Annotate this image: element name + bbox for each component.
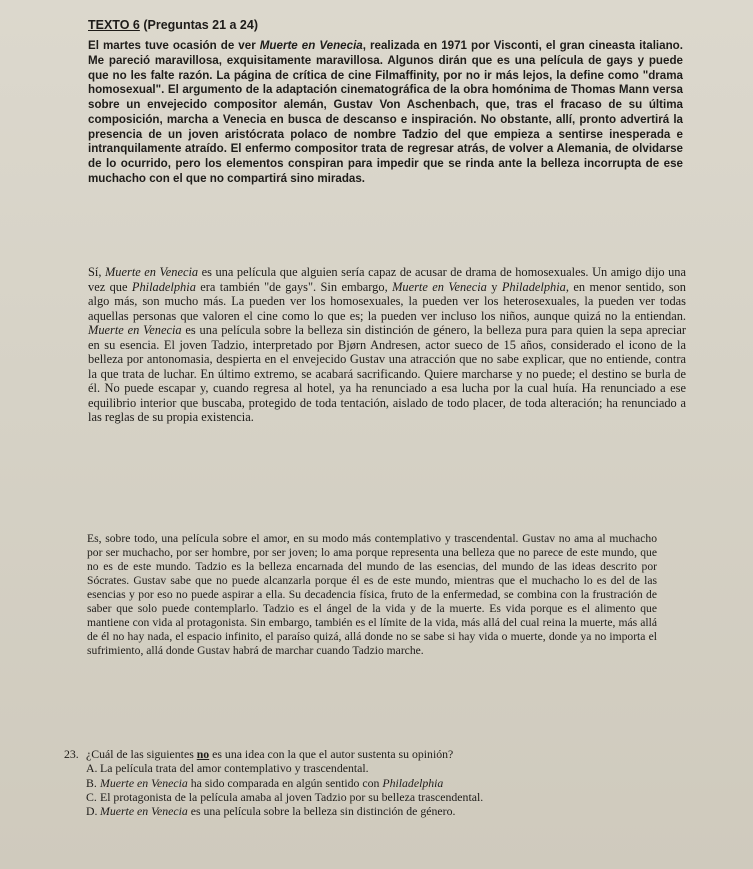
paragraph-2-text-f: es una película sobre la belleza sin distinción de género, la belleza pura para quien la sepa apreciar en su esencia. El joven Tadzio, interpretado por Bjørn Andresen, actor sueco de 15 años, considerado el icono de la belleza por antonomasia, despierta en el envejecido Gustav una atracción que no sabe explicar, que no entiende, contra la que trata de luchar. En último extremo, se acabará sacrificando. Quiere marcharse y no puede; el destino se burla de él. No puede escapar y, cuando regresa al hotel, ya ha renunciado a esa lucha por la cual huía. Ha renunciado a ese equilibrio interior que buscaba, protegido de toda tentación, aislado de todo placer, de toda alteración; ha renunciado a las reglas de su propia existencia. [88, 323, 686, 425]
film-title: Muerte en Venecia [104, 265, 199, 279]
text-label: TEXTO 6 [88, 18, 140, 32]
paragraph-2-text-b: es una película que alguien sería capaz de acusar de drama de homosexuales. Un amigo dijo una vez que [88, 265, 686, 294]
film-title: Muerte en Venecia [392, 279, 487, 294]
paragraph-1-text-b: , realizada en 1971 por Visconti, el gran cineasta italiano. Me pareció maravillosa, exquisitamente maravillosa. Algunos dirán que es una película de gays y puede que no les falte razón. La página de crítica de cine Filmaffinity, por no ir más lejos, la define como "drama homosexual". El argumento de la adaptación cinematográfica de la obra homónima de Thomas Mann versa sobre un envejecido compositor alemán, Gustav Von Aschenbach, que, tras el fracaso de su última composición, marcha a Venecia en busca de descanso e inspiración. No obstante, allí, pronto advertirá la presencia de un joven aristócrata polaco de nombre Tadzio del que empieza a sentirse inesperada e intranquilamente atraído. El enfermo compositor trata de regresar atrás, de volver a Alemania, de olvidarse de lo ocurrido, pero los elementos conspiran para impedir que se rinda ante la belleza incorrupta de ese muchacho con el que no compartirá sino miradas. [88, 39, 683, 185]
film-title: Philadelphia [382, 775, 444, 790]
option-d[interactable] [86, 804, 584, 818]
option-c[interactable] [86, 790, 584, 804]
question-number: 23. [64, 747, 79, 761]
film-title: Muerte en Venecia [100, 804, 188, 819]
answer-options [64, 761, 584, 818]
option-a[interactable] [86, 761, 584, 775]
paragraph-2-text-e: , en menor sentido, son algo más, son mucho más. La pueden ver los homosexuales, la pueden ver los heterosexuales, la pueden ver todas aquellas personas que valoren el cine como lo que es; la pueden ver incluso los niños, aunque quizá no la entiendan. [88, 279, 686, 323]
paragraph-3: Es, sobre todo, una película sobre el amor, en su modo más contemplativo y trascendental. Gustav no ama al muchacho por ser muchacho, por ser hombre, por ser joven; lo ama porque representa una belleza que no parece de este mundo, que no es de este mundo. Tadzio es la belleza encarnada del mundo de las esencias, del mundo de las ideas descrito por Sócrates. Gustav sabe que no puede alcanzarla porque él es de este mundo, mientras que el muchacho lo es del de las esencias y por eso no puede aspirar a ella. Su decadencia física, fruto de la enfermedad, se combina con la frustración de saber que solo puede contemplarlo. Tadzio es el ángel de la vida y de la muerte. Es vida porque es el alimento que mantiene con vida al protagonista. Sin embargo, también es el límite de la vida, más allá del cual reina la muerte, más allá de él no hay nada, el espacio infinito, el paraíso quizá, allá donde no se sabe si hay vida o muerte, donde ya no importa el sufrimiento, allá donde Gustav habrá de marchar cuando Tadzio marche. [87, 532, 657, 658]
section-title [88, 18, 258, 32]
option-text: es una película sobre la belleza sin distinción de género. [187, 804, 456, 819]
paragraph-2-text-a: Sí, [88, 265, 105, 279]
film-title: Muerte en Venecia [88, 323, 182, 338]
option-b[interactable] [86, 776, 584, 790]
question-stem-text-a: ¿Cuál de las siguientes [86, 747, 197, 761]
question-stem [64, 747, 584, 761]
film-title: Philadelphia [501, 279, 566, 294]
option-letter: D. [86, 804, 98, 819]
question-stem-text-b: es una idea con la que el autor sustenta su opinión? [209, 747, 454, 761]
film-title: Philadelphia [131, 279, 196, 294]
option-text: La película trata del amor contemplativo y trascendental. [100, 761, 369, 776]
paragraph-2-text-d: y [486, 279, 502, 294]
question-stem-negation: no [196, 747, 210, 761]
paragraph-1-text-a: El martes tuve ocasión de ver [88, 39, 260, 52]
question-range: (Preguntas 21 a 24) [143, 18, 258, 32]
paragraph-2-text-c: era también "de gays". Sin embargo, [195, 279, 393, 294]
film-title: Muerte en Venecia [100, 775, 188, 790]
option-text: ha sido comparada en algún sentido con [187, 775, 383, 790]
paragraph-2 [88, 265, 686, 425]
option-text: El protagonista de la película amaba al joven Tadzio por su belleza trascendental. [100, 789, 484, 804]
option-letter: B. [86, 775, 97, 790]
question-23 [64, 747, 584, 818]
film-title: Muerte en Venecia [259, 39, 363, 52]
paragraph-1 [88, 39, 683, 187]
option-letter: C. [86, 789, 97, 804]
option-letter: A. [86, 761, 98, 776]
